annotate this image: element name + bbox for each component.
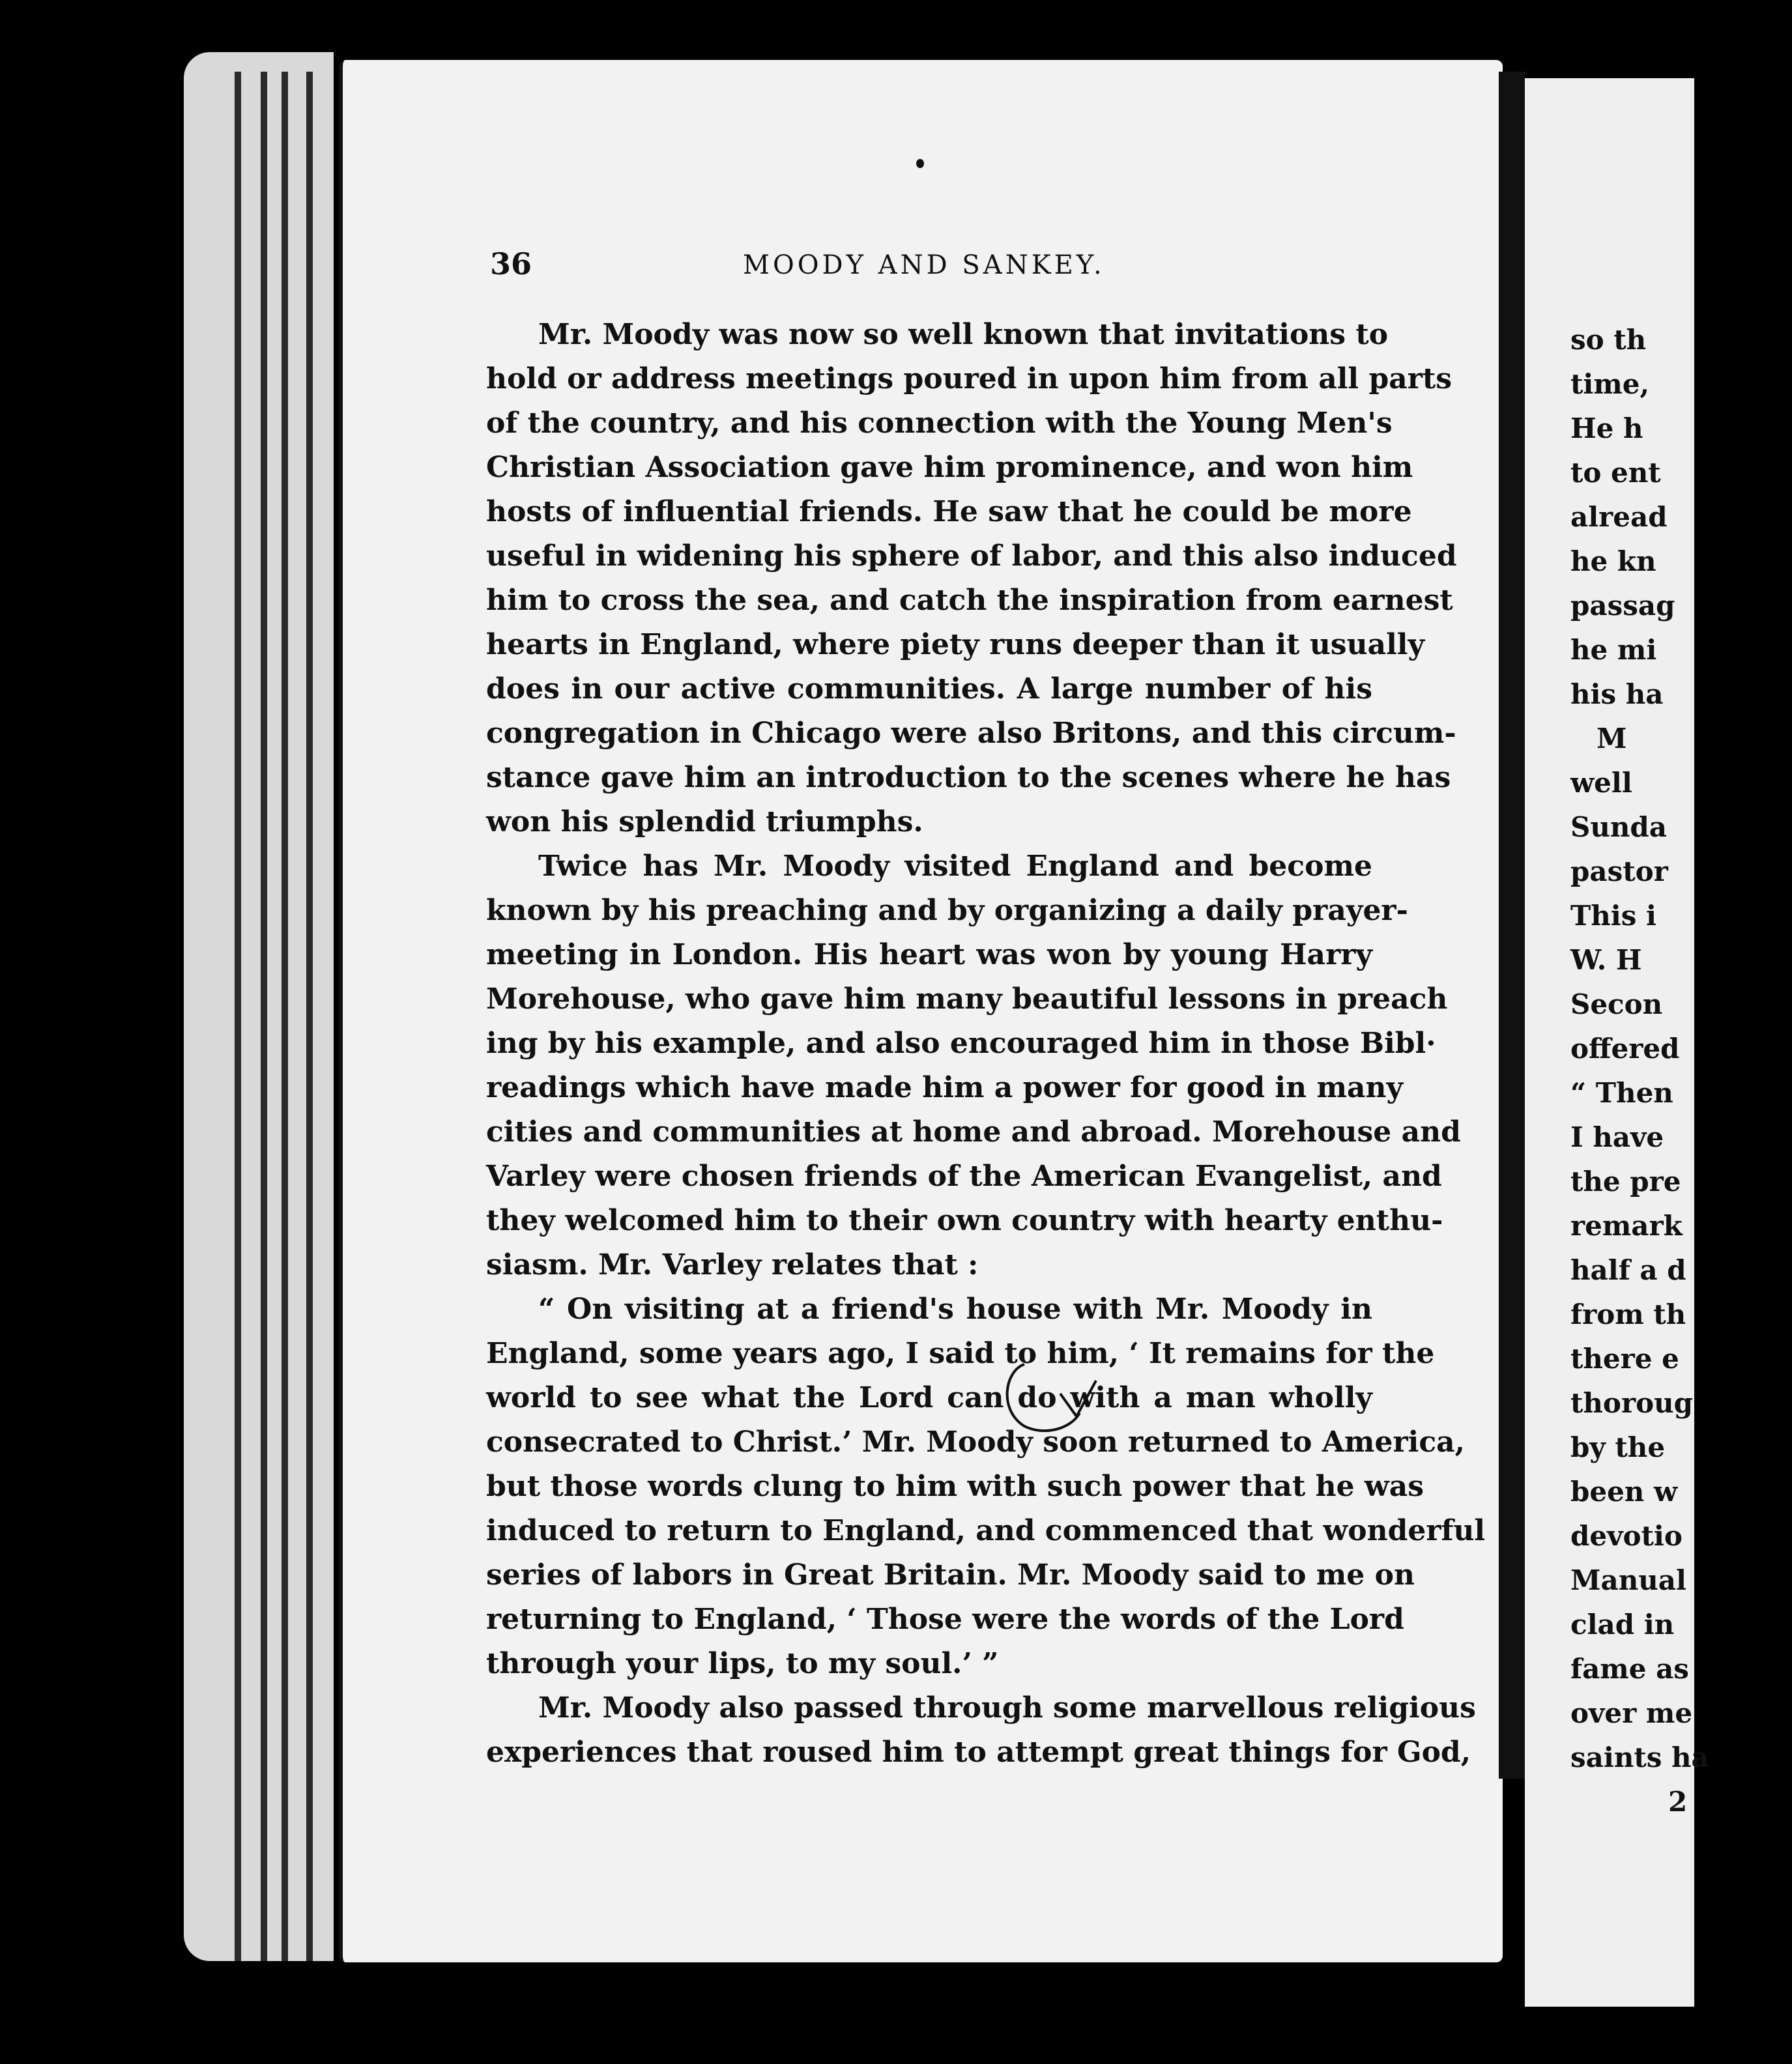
page-stack-line <box>306 72 313 1961</box>
text-line: Twice has Mr. Moody visited England and become <box>538 850 1372 883</box>
text-line: Varley were chosen friends of the American Evangelist, and <box>486 1160 1442 1193</box>
page-stack-line <box>261 72 267 1961</box>
facing-page-fragment: This i <box>1570 900 1656 932</box>
facing-page-fragment: fame as <box>1570 1653 1689 1685</box>
facing-page-fragment: time, <box>1570 368 1650 400</box>
text-line: readings which have made him a power for good in many <box>486 1071 1404 1104</box>
facing-page-fragment: 2 <box>1668 1786 1688 1818</box>
text-line: known by his preaching and by organizing a daily prayer- <box>486 894 1408 927</box>
facing-page-fragment: alread <box>1570 501 1668 533</box>
printer-dot <box>916 159 924 168</box>
page-stack-line <box>282 72 288 1961</box>
facing-page-fragment: to ent <box>1570 457 1661 489</box>
text-line: experiences that roused him to attempt great things for God, <box>486 1736 1471 1769</box>
text-line: induced to return to England, and commenced that wonderful <box>486 1514 1486 1547</box>
facing-page-fragment: he kn <box>1570 545 1656 577</box>
text-line: Mr. Moody also passed through some marvellous religious <box>538 1691 1476 1725</box>
facing-page-fragment: by the <box>1570 1431 1666 1463</box>
facing-page-fragment: Secon <box>1570 988 1663 1020</box>
text-line: useful in widening his sphere of labor, and this also induced <box>486 539 1457 573</box>
text-line: Christian Association gave him prominence, and won him <box>486 451 1413 484</box>
facing-page-fragment: been w <box>1570 1476 1678 1508</box>
text-line: siasm. Mr. Varley relates that : <box>486 1248 979 1282</box>
text-line: they welcomed him to their own country with hearty enthu- <box>486 1204 1443 1237</box>
page-number: 36 <box>490 246 532 281</box>
facing-page-fragment: his ha <box>1570 678 1664 710</box>
text-line: hosts of influential friends. He saw that he could be more <box>486 495 1412 528</box>
text-line: of the country, and his connection with the Young Men's <box>486 407 1393 440</box>
facing-page-fragment: passag <box>1570 590 1675 622</box>
facing-page-fragment: over me <box>1570 1697 1693 1729</box>
text-line: but those words clung to him with such power that he was <box>486 1470 1424 1503</box>
facing-page-fragment: clad in <box>1570 1609 1675 1641</box>
page-stack-line <box>235 72 241 1961</box>
facing-page-fragment: the pre <box>1570 1166 1681 1197</box>
text-line: England, some years ago, I said to him, ‘ It remains for the <box>486 1337 1435 1370</box>
running-head: MOODY AND SANKEY. <box>743 250 1105 280</box>
text-line: “ On visiting at a friend's house with Mr. Moody in <box>538 1293 1372 1326</box>
book-gutter <box>1499 72 1525 1779</box>
facing-page-fragment: from th <box>1570 1298 1686 1330</box>
text-line: won his splendid triumphs. <box>486 805 923 838</box>
text-line: hold or address meetings poured in upon him from all parts <box>486 362 1452 395</box>
facing-page-fragment: he mi <box>1570 634 1657 666</box>
text-line: stance gave him an introduction to the scenes where he has <box>486 761 1451 794</box>
text-line: cities and communities at home and abroad. Morehouse and <box>486 1115 1461 1149</box>
facing-page-fragment: “ Then <box>1570 1077 1673 1109</box>
facing-page-fragment: thoroug <box>1570 1387 1693 1419</box>
facing-page-fragment: there e <box>1570 1343 1679 1375</box>
text-line: congregation in Chicago were also Britons, and this circum- <box>486 717 1456 750</box>
facing-page-fragment: Sunda <box>1570 811 1667 843</box>
facing-page-fragment: so th <box>1570 324 1647 356</box>
facing-page-fragment: devotio <box>1570 1520 1683 1552</box>
facing-page-fragment: W. H <box>1570 944 1642 976</box>
facing-page-fragment: pastor <box>1570 855 1668 887</box>
text-line: does in our active communities. A large number of his <box>486 672 1372 706</box>
text-line: through your lips, to my soul.’ ” <box>486 1647 999 1680</box>
text-line: Morehouse, who gave him many beautiful lessons in preach <box>486 982 1448 1016</box>
text-line: series of labors in Great Britain. Mr. Moody said to me on <box>486 1558 1415 1592</box>
facing-page-fragment: M <box>1597 723 1627 754</box>
text-line: returning to England, ‘ Those were the words of the Lord <box>486 1603 1404 1636</box>
pen-circle-mark <box>998 1345 1142 1442</box>
text-line: ing by his example, and also encouraged him in those Bibl· <box>486 1027 1436 1060</box>
facing-page-fragment: Manual <box>1570 1564 1686 1596</box>
text-line: world to see what the Lord can do with a man wholly <box>486 1381 1372 1414</box>
facing-page-fragment: saints ha <box>1570 1742 1709 1773</box>
facing-page-fragment: offered <box>1570 1033 1680 1065</box>
text-line: meeting in London. His heart was won by young Harry <box>486 938 1372 971</box>
text-line: hearts in England, where piety runs deeper than it usually <box>486 628 1425 661</box>
facing-page-fragment: well <box>1570 767 1632 799</box>
facing-page-fragment: He h <box>1570 412 1643 444</box>
facing-page-fragment: I have <box>1570 1121 1664 1153</box>
text-line: Mr. Moody was now so well known that invitations to <box>538 318 1389 351</box>
facing-page-fragment: half a d <box>1570 1254 1686 1286</box>
facing-page-fragment: remark <box>1570 1210 1683 1242</box>
text-line: consecrated to Christ.’ Mr. Moody soon returned to America, <box>486 1426 1465 1459</box>
text-line: him to cross the sea, and catch the inspiration from earnest <box>486 584 1453 617</box>
